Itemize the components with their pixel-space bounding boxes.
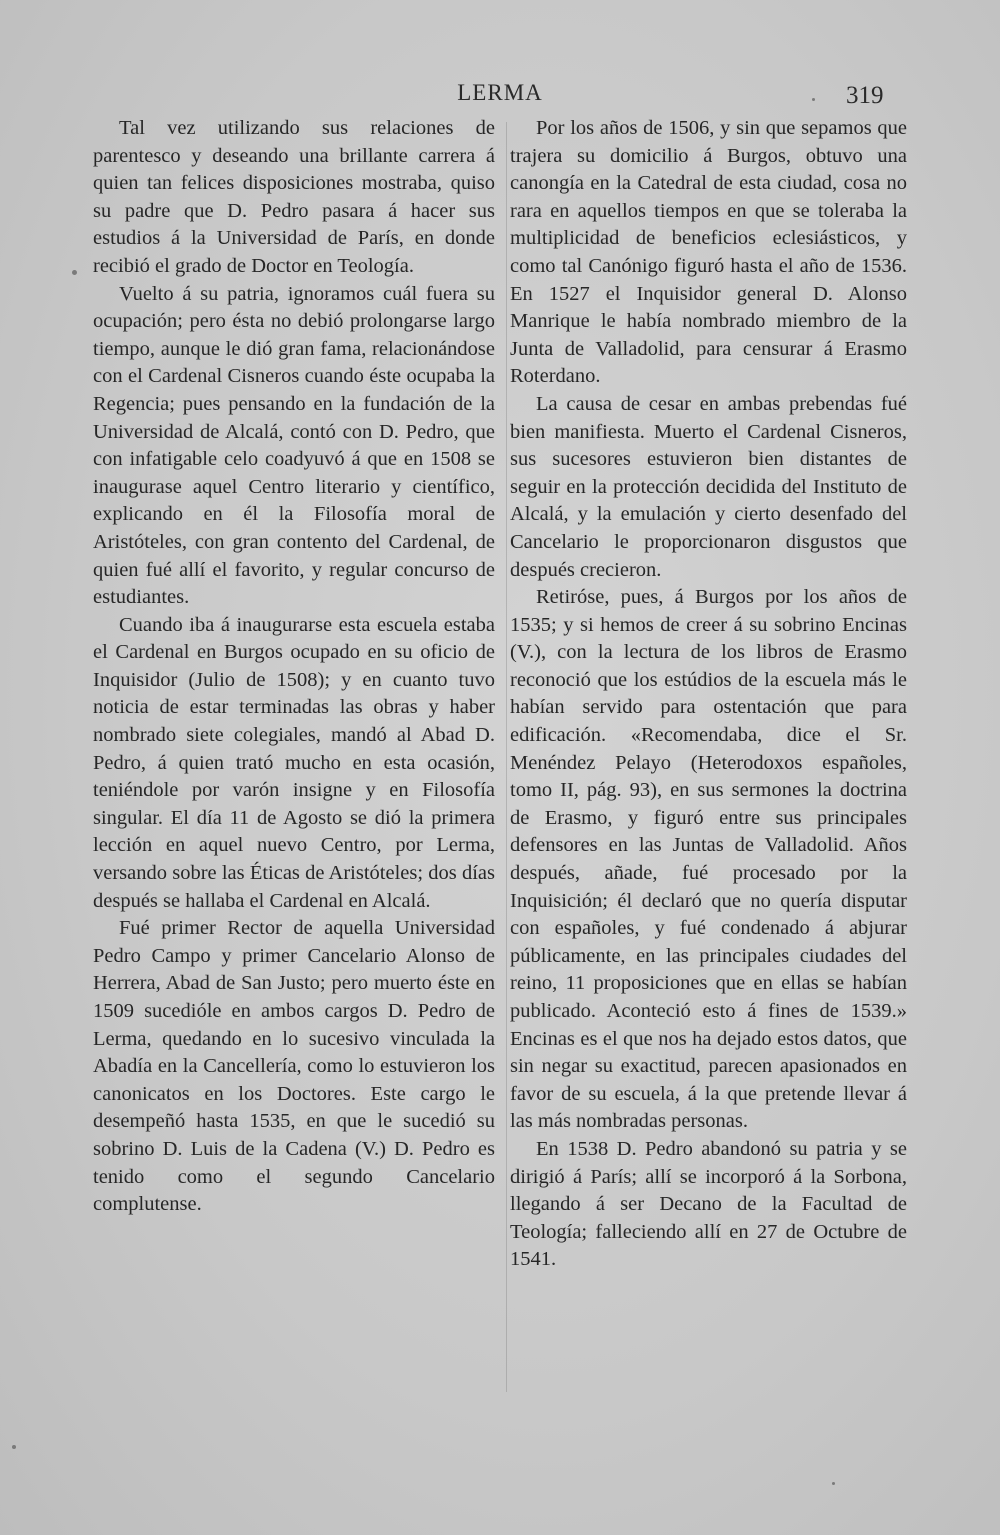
paragraph: Fué primer Rector de aquella Universidad Pedro Campo y primer Cancelario Alonso de Herrera, Abad de San Justo; pero muerto éste en 1509 sucedióle en ambos cargos D. Pedro de Lerma, quedando en lo sucesivo vinculada la Abadía en la Cancellería, como lo estuvieron los canonicatos en los Doctores. Este cargo le desempeñó hasta 1535, en que le sucedió su sobrino D. Luis de la Cadena (V.) D. Pedro es tenido como el segundo Cancelario complutense. [93,917,495,1216]
paragraph: Vuelto á su patria, ignoramos cuál fuera su ocupación; pero ésta no debió prolongarse largo tiempo, aunque le dió gran fama, relacionándose con el Cardenal Cisneros cuando éste ocupaba la Regencia; pues pensando en la fundación de la Universidad de Alcalá, contó con D. Pedro, que con infatigable celo coadyuvó á que en 1508 se inaugurase aquel Centro literario y científico, explicando en él la Filosofía moral de Aristóteles, con gran contento del Cardenal, de quien fué allí el favorito, y regular concurso de estudiantes. [93,282,495,609]
paragraph: En 1538 D. Pedro abandonó su patria y se dirigió á París; allí se incorporó á la Sorbona, llegando á ser Decano de la Facultad de Teología; falleciendo allí en 27 de Octubre de 1541. [510,1137,907,1271]
paragraph: La causa de cesar en ambas prebendas fué bien manifiesta. Muerto el Cardenal Cisneros, sus sucesores estuvieron bien distantes de seguir en la protección decidida del Instituto de Alcalá, y la emulación y cierto desenfado del Cancelario le proporcionaron disgustos que después crecieron. [510,392,907,581]
paragraph: Por los años de 1506, y sin que sepamos que trajera su domicilio á Burgos, obtuvo una canongía en la Catedral de esta ciudad, cosa no rara en aquellos tiempos en que se toleraba la multiplicidad de beneficios eclesiásticos, y como tal Canónigo figuró hasta el año de 1536. En 1527 el Inquisidor general D. Alonso Manrique le había nombrado miembro de la Junta de Valladolid, para censurar á Erasmo Roterdano. [510,117,907,388]
paragraph: Tal vez utilizando sus relaciones de parentesco y deseando una brillante carrera á quien tan felices disposiciones mostraba, quiso su padre que D. Pedro pasara á hacer sus estudios á la Universidad de París, en donde recibió el grado de Doctor en Teología. [93,117,495,277]
running-header-title: LERMA [457,80,543,105]
paper-speck [12,1445,16,1449]
right-column [510,115,907,1274]
paragraph: Retiróse, pues, á Burgos por los años de 1535; y si hemos de creer á su sobrino Encinas (V.), con la lectura de los libros de Erasmo reconoció que los estúdios de la escuela más le habían servido para ostentación que para edificación. «Recomendaba, dice el Sr. Menéndez Pelayo (Heterodoxos españoles, tomo II, pág. 93), en sus sermones la doctrina de Erasmo, y figuró entre sus principales defensores en las Juntas de Valladolid. Años después, añade, fué procesado por la Inquisición; él declaró que no quería disputar con españoles, y fué condenado á abjurar públicamente, en las principales ciudades del reino, 11 proposiciones que en ellas se habían publicado. Aconteció esto á fines de 1539.» Encinas es el que nos ha dejado estos datos, que sin negar su exactitud, parecen apasionados en favor de su escuela, á la que pretende llevar á las más nombradas personas. [510,586,907,1133]
page-number: 319 [846,82,884,109]
column-divider [506,122,507,1392]
paper-speck [832,1482,835,1485]
left-column [93,115,495,1219]
paper-speck [72,270,77,275]
paragraph: Cuando iba á inaugurarse esta escuela estaba el Cardenal en Burgos ocupado en su oficio de Inquisidor (Julio de 1508); y en cuanto tuvo noticia de estar terminadas las obras y haber nombrado siete colegiales, mandó al Abad D. Pedro, á quien trató mucho en esta ocasión, teniéndole por varón insigne y en Filosofía singular. El día 11 de Agosto se dió la primera lección en aquel nuevo Centro, por Lerma, versando sobre las Éticas de Aristóteles; dos días después se hallaba el Cardenal en Alcalá. [93,613,495,912]
paper-speck [812,98,815,101]
